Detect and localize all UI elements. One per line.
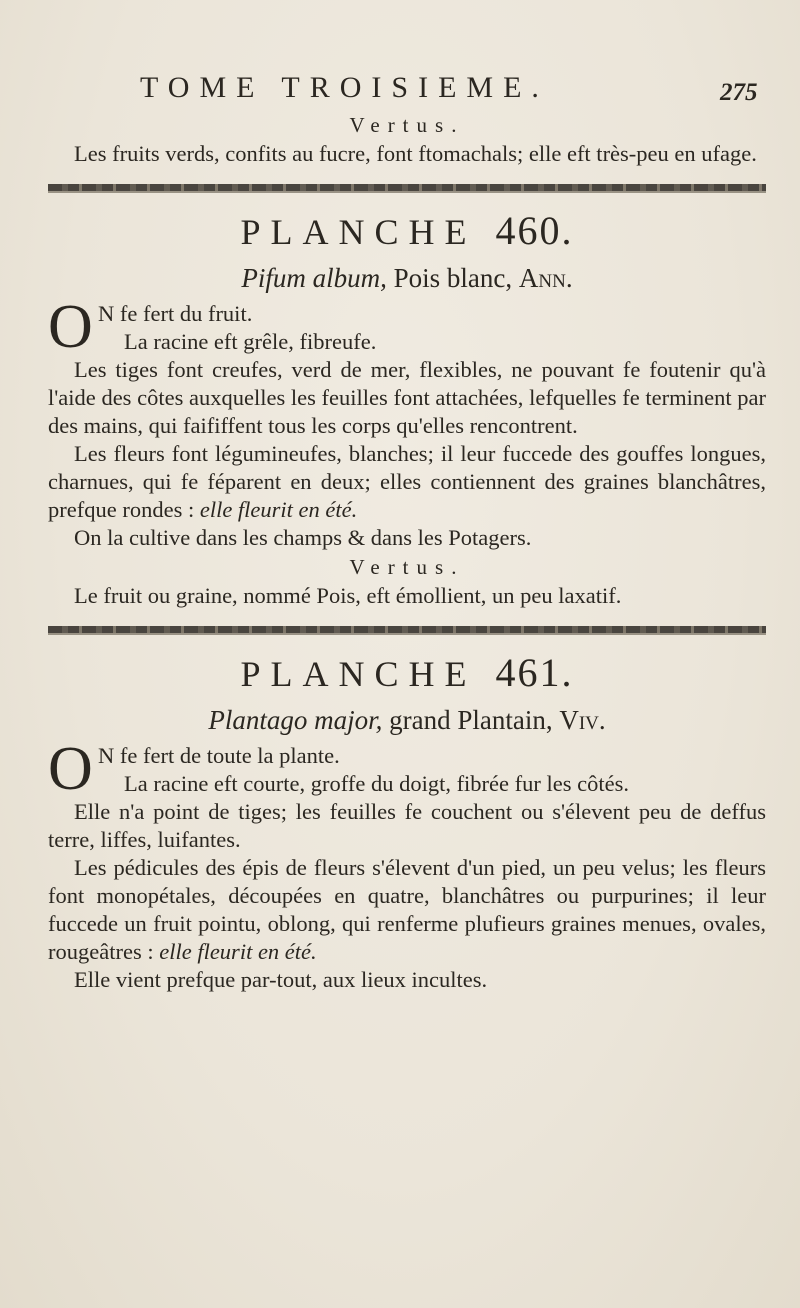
- planche-461-number: 461.: [495, 650, 574, 695]
- planche-461-common-name: grand Plantain,: [389, 705, 553, 735]
- planche-460-cultivation: On la cultive dans les champs & dans les Potagers.: [74, 525, 532, 550]
- planche-460-latin-name: Pifum album,: [241, 263, 387, 293]
- running-head: [0, 68, 800, 108]
- planche-461-word: PLANCHE: [240, 654, 477, 694]
- planche-460-common-name: Pois blanc,: [393, 263, 513, 293]
- planche-461-flowers-text: Les pédicules des épis de fleurs s'élevent d'un pied, un peu velus; les fleurs font monopétales, découpées en quatre, blanchâtres ou purpurines; il leur fuccede un fruit pointu, oblong, qui renferme plufieurs graines menues, ovales, rougeâtres :: [48, 855, 766, 964]
- planche-461-dropcap: O: [48, 735, 93, 803]
- planche-460-stems: Les tiges font creufes, verd de mer, flexibles, ne pouvant fe foutenir qu'à l'aide des côtes auxquelles les feuilles font attachées, lefquelles fe terminent par des mains, qui faififfent tous les corps qu'elles rencontrent.: [48, 357, 766, 438]
- planche-460-intro: [48, 293, 766, 361]
- planche-461-intro: [48, 735, 766, 803]
- planche-460-author: Ann.: [518, 263, 573, 293]
- planche-460-flowering: elle fleurit en été.: [199, 497, 358, 522]
- planche-461-p1-line1: N fe fert de toute la plante.: [98, 743, 340, 768]
- planche-460-word: PLANCHE: [240, 212, 477, 252]
- planche-461-leaves: Elle n'a point de tiges; les feuilles fe couchent ou s'élevent peu de deffus terre, liffes, luifantes.: [48, 799, 766, 852]
- ornamental-rule-2: [48, 626, 766, 635]
- planche-460-flowers: [48, 440, 766, 524]
- planche-461-flowers: [48, 854, 766, 966]
- planche-460-p1-line1: N fe fert du fruit.: [98, 301, 253, 326]
- planche-461-habitat: Elle vient prefque par-tout, aux lieux incultes.: [74, 967, 488, 992]
- planche-461-latin-name: Plantago major,: [208, 705, 383, 735]
- page-number: 275: [720, 79, 758, 106]
- planche-460-subtitle: [48, 258, 766, 298]
- planche-461-author: Viv.: [559, 705, 606, 735]
- vertus-text-2: Le fruit ou graine, nommé Pois, eft émollient, un peu laxatif.: [74, 583, 622, 608]
- planche-460-heading: [48, 205, 766, 258]
- ornamental-rule-1: [48, 184, 766, 193]
- planche-460-flowers-text: Les fleurs font légumineufes, blanches; il leur fuccede des gouffes longues, charnues, qui fe féparent en deux; elles contiennent des graines blanchâtres, prefque rondes :: [48, 441, 766, 522]
- planche-460-dropcap: O: [48, 293, 93, 361]
- page-body: [48, 110, 766, 994]
- vertus-text-1: Les fruits verds, confits au fucre, font ftomachals; elle eft très-peu en ufage.: [74, 141, 757, 166]
- planche-460-p1-line2: La racine eft grêle, fibreufe.: [124, 329, 377, 354]
- planche-461-flowering: elle fleurit en été.: [159, 939, 317, 964]
- planche-460-number: 460.: [495, 208, 574, 253]
- planche-461-p1-line2: La racine eft courte, groffe du doigt, fibrée fur les côtés.: [124, 771, 629, 796]
- vertus-heading-1: Vertus.: [349, 113, 465, 137]
- vertus-heading-2: Vertus.: [349, 555, 465, 579]
- planche-461-subtitle: [48, 700, 766, 740]
- planche-461-heading: [48, 647, 766, 700]
- running-title: TOME TROISIEME.: [140, 71, 549, 104]
